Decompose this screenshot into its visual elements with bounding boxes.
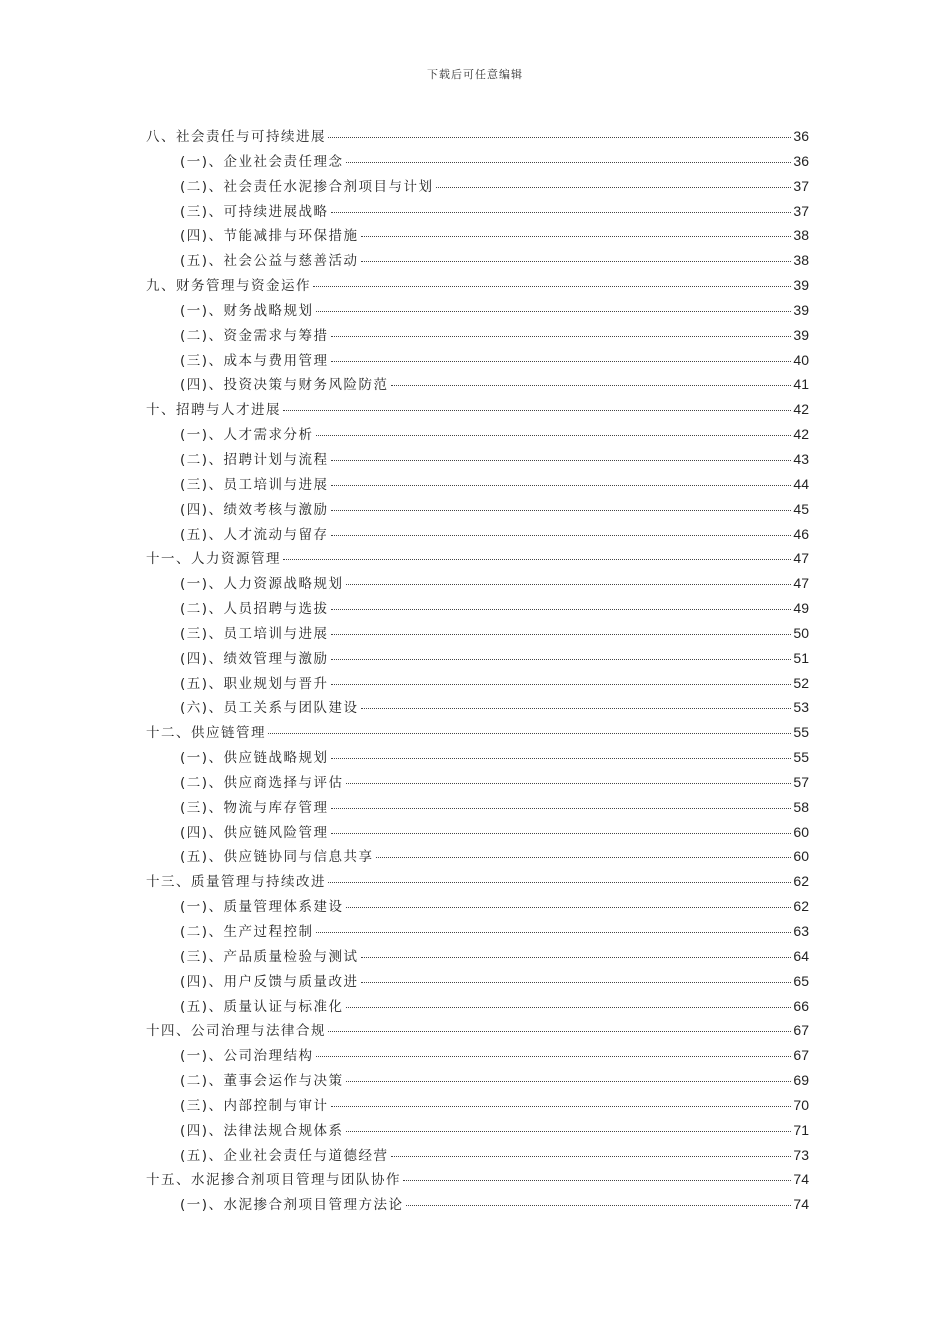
toc-entry-label: (六)、员工关系与团队建设	[180, 700, 359, 717]
dot-leader	[331, 1106, 792, 1107]
toc-section-entry[interactable]	[146, 994, 809, 1019]
toc-page-number: 57	[793, 773, 809, 790]
toc-entry-label: 十三、质量管理与持续改进	[146, 874, 326, 891]
toc-entry-label: (四)、节能减排与环保措施	[180, 228, 359, 245]
toc-section-entry[interactable]	[146, 621, 809, 646]
toc-entry-label: 十一、人力资源管理	[146, 551, 281, 568]
toc-page-number: 66	[793, 997, 809, 1014]
toc-section-entry[interactable]	[146, 919, 809, 944]
dot-leader	[346, 783, 792, 784]
toc-section-entry[interactable]	[146, 1093, 809, 1118]
toc-page-number: 55	[793, 749, 809, 766]
toc-entry-label: (二)、人员招聘与选拔	[180, 601, 329, 618]
table-of-contents	[146, 124, 809, 1217]
toc-page-number: 39	[793, 277, 809, 294]
dot-leader	[328, 137, 791, 138]
toc-entry-label: (五)、质量认证与标准化	[180, 998, 344, 1015]
toc-section-entry[interactable]	[146, 844, 809, 869]
dot-leader	[331, 212, 792, 213]
dot-leader	[331, 609, 792, 610]
toc-section-entry[interactable]	[146, 894, 809, 919]
toc-page-number: 50	[793, 624, 809, 641]
toc-section-entry[interactable]	[146, 323, 809, 348]
toc-page-number: 39	[793, 301, 809, 318]
dot-leader	[376, 857, 792, 858]
dot-leader	[331, 659, 792, 660]
dot-leader	[331, 535, 792, 536]
dot-leader	[391, 1156, 792, 1157]
dot-leader	[268, 733, 791, 734]
toc-entry-label: 十二、供应链管理	[146, 725, 266, 742]
toc-entry-label: (二)、招聘计划与流程	[180, 451, 329, 468]
toc-section-entry[interactable]	[146, 348, 809, 373]
dot-leader	[346, 907, 792, 908]
toc-page-number: 74	[793, 1171, 809, 1188]
toc-entry-label: (五)、供应链协同与信息共享	[180, 849, 374, 866]
toc-page-number: 65	[793, 972, 809, 989]
toc-page-number: 58	[793, 798, 809, 815]
dot-leader	[328, 882, 791, 883]
toc-page-number: 55	[793, 724, 809, 741]
toc-section-entry[interactable]	[146, 248, 809, 273]
toc-entry-label: (五)、社会公益与慈善活动	[180, 253, 359, 270]
toc-page-number: 36	[793, 128, 809, 144]
toc-page-number: 63	[793, 923, 809, 939]
dot-leader	[316, 932, 792, 933]
toc-entry-label: (二)、资金需求与筹措	[180, 327, 329, 344]
toc-entry-label: (三)、员工培训与进展	[180, 625, 329, 642]
toc-entry-label: 十四、公司治理与法律合规	[146, 1023, 326, 1040]
toc-entry-label: (五)、人才流动与留存	[180, 526, 329, 543]
dot-leader	[283, 559, 791, 560]
toc-section-entry[interactable]	[146, 372, 809, 397]
toc-entry-label: (四)、供应链风险管理	[180, 824, 329, 841]
toc-page-number: 42	[793, 401, 809, 418]
toc-section-entry[interactable]	[146, 1192, 809, 1217]
toc-entry-label: (二)、生产过程控制	[180, 924, 314, 940]
toc-entry-label: (一)、公司治理结构	[180, 1048, 314, 1065]
toc-page-number: 46	[793, 525, 809, 542]
page-header: 下载后可任意编辑	[427, 68, 523, 81]
toc-page-number: 44	[793, 475, 809, 492]
dot-leader	[328, 1031, 791, 1032]
dot-leader	[283, 410, 791, 411]
toc-section-entry[interactable]	[146, 695, 809, 720]
toc-section-entry[interactable]	[146, 522, 809, 547]
toc-page-number: 52	[793, 674, 809, 691]
dot-leader	[346, 1131, 792, 1132]
toc-entry-label: (四)、绩效管理与激励	[180, 650, 329, 667]
dot-leader	[331, 634, 792, 635]
dot-leader	[403, 1180, 791, 1181]
dot-leader	[346, 1007, 792, 1008]
toc-page-number: 47	[793, 575, 809, 592]
toc-page-number: 62	[793, 898, 809, 915]
toc-chapter-entry[interactable]	[146, 546, 809, 571]
toc-page-number: 62	[793, 873, 809, 890]
toc-entry-label: (三)、内部控制与审计	[180, 1097, 329, 1114]
toc-section-entry[interactable]	[146, 944, 809, 969]
toc-section-entry[interactable]	[146, 571, 809, 596]
dot-leader	[316, 311, 792, 312]
toc-section-entry[interactable]	[146, 174, 809, 199]
dot-leader	[391, 385, 792, 386]
toc-section-entry[interactable]	[146, 795, 809, 820]
dot-leader	[361, 261, 792, 262]
dot-leader	[331, 684, 792, 685]
toc-page-number: 49	[793, 600, 809, 617]
toc-page-number: 60	[793, 848, 809, 865]
toc-entry-label: (四)、法律法规合规体系	[180, 1122, 344, 1139]
toc-section-entry[interactable]	[146, 1068, 809, 1093]
toc-page-number: 45	[793, 500, 809, 517]
toc-entry-label: 十五、水泥掺合剂项目管理与团队协作	[146, 1172, 401, 1189]
toc-section-entry[interactable]	[146, 820, 809, 845]
toc-entry-label: (五)、职业规划与晋升	[180, 675, 329, 692]
dot-leader	[331, 361, 792, 362]
toc-page-number: 42	[793, 426, 809, 443]
toc-chapter-entry[interactable]	[146, 1167, 809, 1192]
dot-leader	[436, 187, 792, 188]
dot-leader	[361, 708, 792, 709]
dot-leader	[316, 435, 792, 436]
toc-chapter-entry[interactable]	[146, 720, 809, 745]
toc-page-number: 38	[793, 252, 809, 269]
toc-entry-label: (二)、社会责任水泥掺合剂项目与计划	[180, 178, 434, 195]
dot-leader	[331, 758, 792, 759]
toc-chapter-entry[interactable]	[146, 273, 809, 298]
dot-leader	[361, 982, 792, 983]
toc-section-entry[interactable]	[146, 447, 809, 472]
dot-leader	[316, 1056, 792, 1057]
toc-page-number: 53	[793, 699, 809, 716]
toc-entry-label: (五)、企业社会责任与道德经营	[180, 1147, 389, 1164]
dot-leader	[331, 510, 792, 511]
toc-chapter-entry[interactable]	[146, 869, 809, 894]
toc-page-number: 40	[793, 351, 809, 368]
toc-entry-label: 九、财务管理与资金运作	[146, 278, 311, 295]
toc-page-number: 74	[793, 1196, 809, 1213]
toc-section-entry[interactable]	[146, 671, 809, 696]
toc-section-entry[interactable]	[146, 223, 809, 248]
toc-page-number: 41	[793, 376, 809, 393]
dot-leader	[346, 162, 792, 163]
toc-section-entry[interactable]	[146, 1043, 809, 1068]
dot-leader	[361, 236, 792, 237]
toc-section-entry[interactable]	[146, 1143, 809, 1168]
toc-entry-label: 八、社会责任与可持续进展	[146, 129, 326, 145]
toc-entry-label: (四)、绩效考核与激励	[180, 501, 329, 518]
toc-page-number: 38	[793, 227, 809, 244]
dot-leader	[346, 1081, 792, 1082]
toc-entry-label: (三)、物流与库存管理	[180, 799, 329, 816]
toc-section-entry[interactable]	[146, 646, 809, 671]
toc-page-number: 51	[793, 649, 809, 666]
toc-section-entry[interactable]	[146, 969, 809, 994]
toc-entry-label: (一)、水泥掺合剂项目管理方法论	[180, 1197, 404, 1214]
toc-page-number: 70	[793, 1096, 809, 1113]
toc-entry-label: (一)、人力资源战略规划	[180, 576, 344, 593]
toc-entry-label: (四)、投资决策与财务风险防范	[180, 377, 389, 394]
toc-page-number: 73	[793, 1146, 809, 1163]
toc-entry-label: (三)、员工培训与进展	[180, 476, 329, 493]
toc-entry-label: (一)、供应链战略规划	[180, 750, 329, 767]
toc-entry-label: (二)、供应商选择与评估	[180, 774, 344, 791]
toc-section-entry[interactable]	[146, 298, 809, 323]
toc-section-entry[interactable]	[146, 745, 809, 770]
toc-page-number: 37	[793, 177, 809, 194]
toc-section-entry[interactable]	[146, 472, 809, 497]
toc-section-entry[interactable]	[146, 596, 809, 621]
toc-page-number: 67	[793, 1047, 809, 1064]
dot-leader	[313, 286, 791, 287]
toc-entry-label: 十、招聘与人才进展	[146, 402, 281, 419]
dot-leader	[331, 485, 792, 486]
toc-section-entry[interactable]	[146, 497, 809, 522]
toc-page-number: 47	[793, 550, 809, 567]
toc-page-number: 71	[793, 1121, 809, 1138]
dot-leader	[361, 957, 792, 958]
toc-section-entry[interactable]	[146, 149, 809, 174]
toc-entry-label: (三)、产品质量检验与测试	[180, 948, 359, 965]
toc-page-number: 60	[793, 823, 809, 840]
toc-entry-label: (四)、用户反馈与质量改进	[180, 973, 359, 990]
toc-entry-label: (二)、董事会运作与决策	[180, 1073, 344, 1090]
toc-section-entry[interactable]	[146, 199, 809, 224]
dot-leader	[331, 833, 792, 834]
dot-leader	[331, 460, 792, 461]
toc-entry-label: (一)、企业社会责任理念	[180, 153, 344, 170]
toc-page-number: 67	[793, 1022, 809, 1039]
toc-page-number: 37	[793, 202, 809, 219]
toc-chapter-entry[interactable]	[146, 397, 809, 422]
toc-entry-label: (三)、成本与费用管理	[180, 352, 329, 369]
toc-page-number: 64	[793, 947, 809, 964]
toc-page-number: 39	[793, 326, 809, 343]
toc-entry-label: (三)、可持续进展战略	[180, 203, 329, 220]
toc-section-entry[interactable]	[146, 422, 809, 447]
toc-entry-label: (一)、人才需求分析	[180, 427, 314, 444]
dot-leader	[331, 808, 792, 809]
toc-entry-label: (一)、财务战略规划	[180, 302, 314, 319]
toc-section-entry[interactable]	[146, 770, 809, 795]
toc-chapter-entry[interactable]	[146, 1018, 809, 1043]
toc-page-number: 69	[793, 1072, 809, 1089]
toc-section-entry[interactable]	[146, 1118, 809, 1143]
toc-page-number: 43	[793, 450, 809, 467]
dot-leader	[331, 336, 792, 337]
dot-leader	[406, 1205, 792, 1206]
toc-entry-label: (一)、质量管理体系建设	[180, 899, 344, 916]
toc-chapter-entry[interactable]	[146, 124, 809, 149]
dot-leader	[346, 584, 792, 585]
toc-page-number: 36	[793, 152, 809, 169]
